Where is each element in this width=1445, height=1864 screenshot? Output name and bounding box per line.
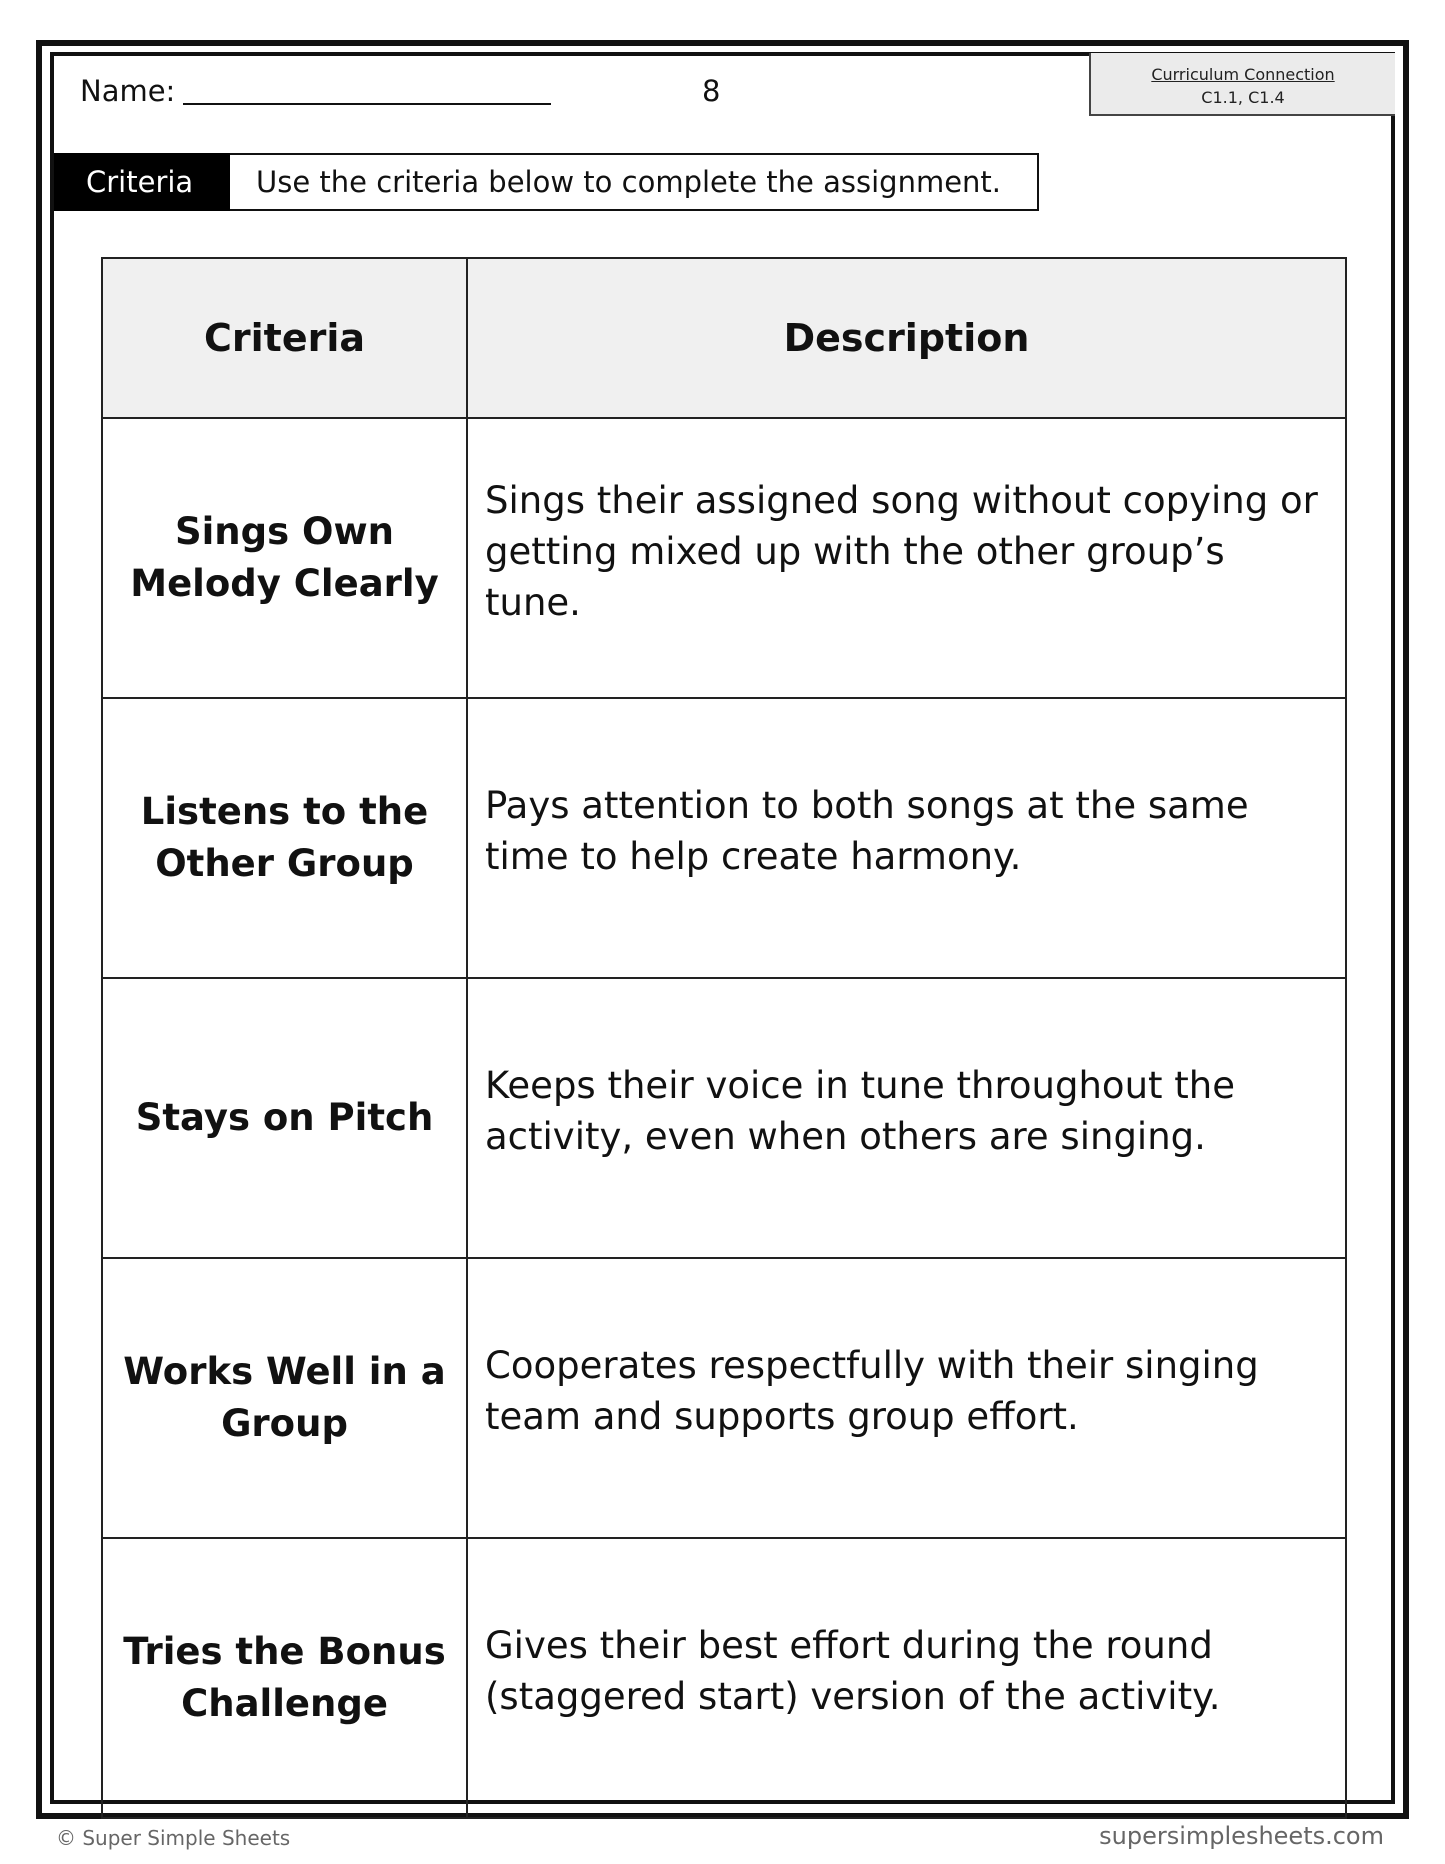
criteria-tag: Criteria [54, 153, 230, 211]
table-row [102, 698, 1346, 978]
description-cell: Sings their assigned song without copying or getting mixed up with the other group’s tune. [467, 418, 1346, 698]
table-row [102, 418, 1346, 698]
description-cell: Cooperates respectfully with their singing team and supports group effort. [467, 1258, 1346, 1538]
curriculum-title: Curriculum Connection [1151, 65, 1335, 84]
criteria-cell: Works Well in a Group [102, 1258, 467, 1538]
name-field [80, 74, 551, 108]
table-row [102, 1538, 1346, 1818]
criteria-cell: Listens to the Other Group [102, 698, 467, 978]
name-blank-line[interactable] [183, 103, 551, 105]
table-row [102, 978, 1346, 1258]
criteria-cell: Sings Own Melody Clearly [102, 418, 467, 698]
criteria-instruction: Use the criteria below to complete the assignment. [230, 153, 1039, 211]
criteria-bar [54, 153, 1039, 211]
description-cell: Gives their best effort during the round (staggered start) version of the activity. [467, 1538, 1346, 1818]
table-row [102, 1258, 1346, 1538]
criteria-cell: Tries the Bonus Challenge [102, 1538, 467, 1818]
curriculum-codes: C1.1, C1.4 [1201, 88, 1285, 107]
column-header-criteria: Criteria [102, 258, 467, 418]
column-header-description: Description [467, 258, 1346, 418]
page-number: 8 [702, 74, 721, 108]
footer-website: supersimplesheets.com [1099, 1822, 1384, 1850]
description-cell: Pays attention to both songs at the same time to help create harmony. [467, 698, 1346, 978]
table-header-row [102, 258, 1346, 418]
footer-copyright: © Super Simple Sheets [56, 1826, 291, 1850]
criteria-cell: Stays on Pitch [102, 978, 467, 1258]
curriculum-connection-box [1089, 53, 1395, 116]
description-cell: Keeps their voice in tune throughout the activity, even when others are singing. [467, 978, 1346, 1258]
criteria-table [101, 257, 1347, 1819]
name-label: Name: [80, 74, 176, 108]
